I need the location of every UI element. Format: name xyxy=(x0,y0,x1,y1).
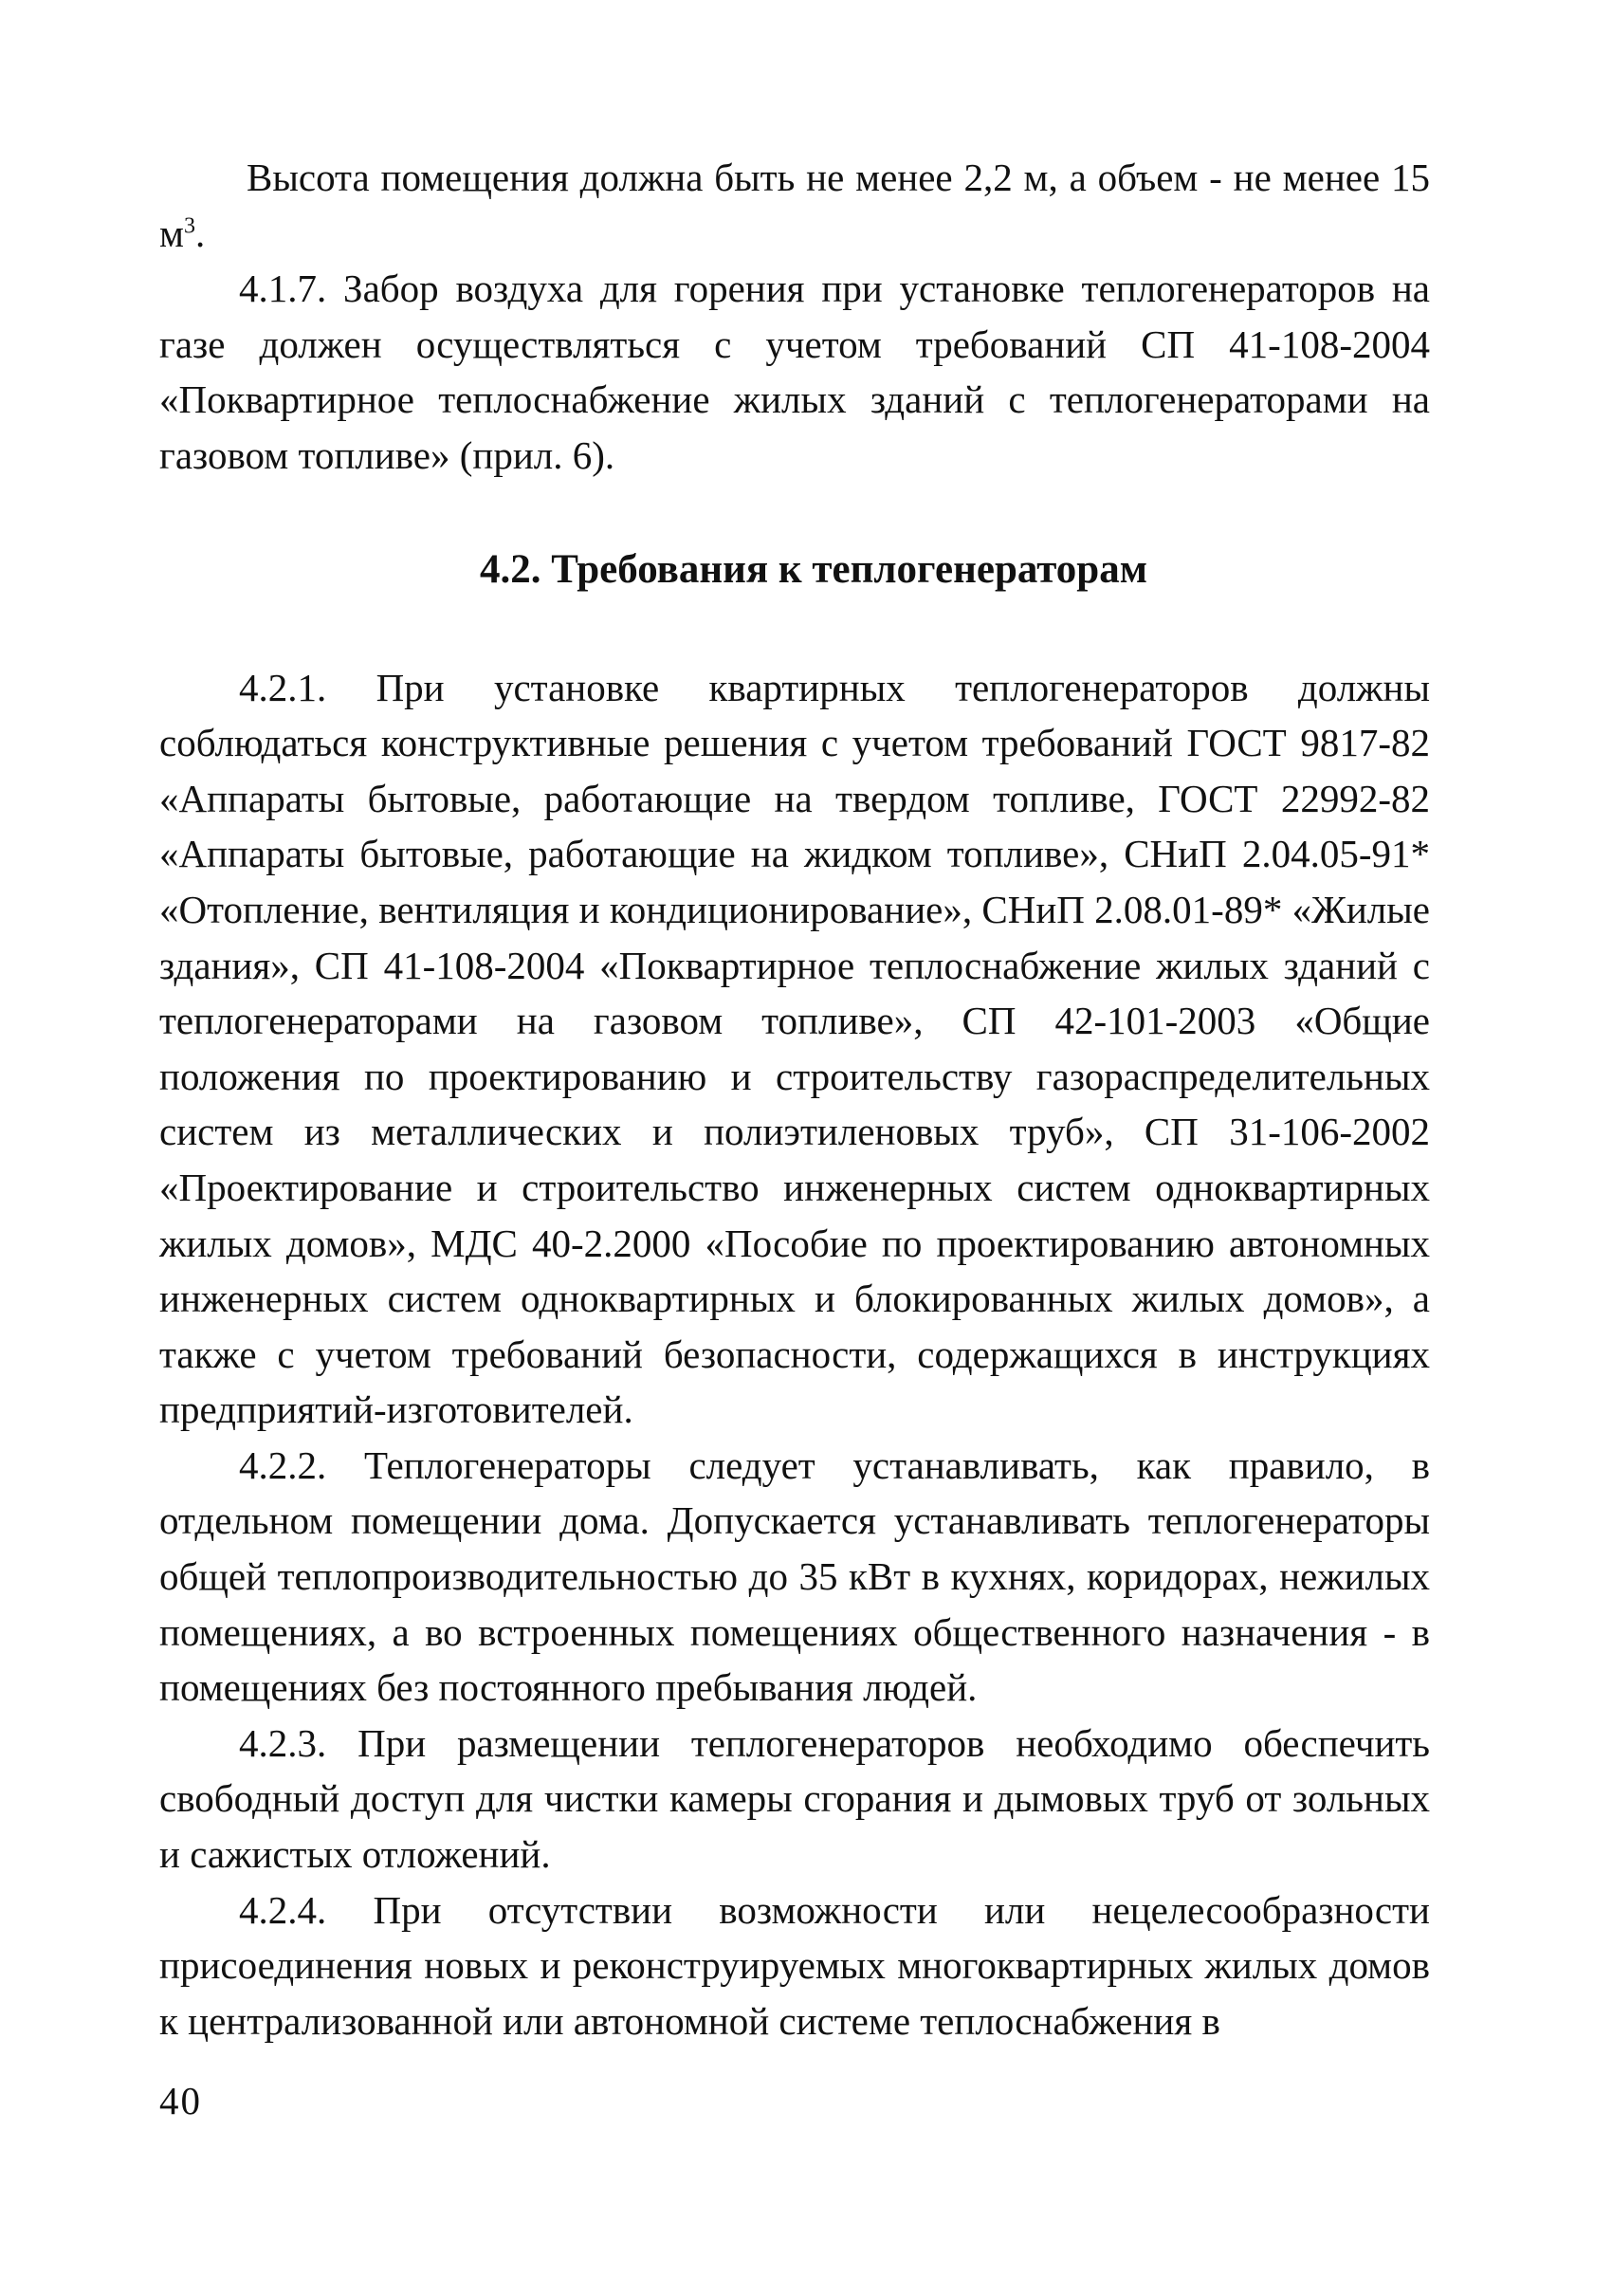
paragraph-4-2-2: 4.2.2. Теплогенераторы следует устанавливать, как правило, в отдельном помещении дома. Допускается устанавливать теплогенераторы общей теплопроизводительностью до 35 кВт в кухнях, коридорах, нежилых помещениях, а во встроенных помещениях общественного назначения - в помещениях без постоянного пребывания людей. xyxy=(159,1442,1430,1710)
intro-text: Высота помещения должна быть не менее 2,2 м, а объем - не менее 15 м xyxy=(159,156,1430,255)
paragraph-intro xyxy=(159,150,1430,261)
text-column xyxy=(159,150,1430,2048)
paragraph-4-2-1: 4.2.1. При установке квартирных теплогенераторов должны соблюдаться конструктивные решения с учетом требований ГОСТ 9817-82 «Аппараты бытовые, работающие на твердом топливе, ГОСТ 22992-82 «Аппараты бытовые, работающие на жидком топливе», СНиП 2.04.05-91* «Отопление, вентиляция и кондиционирование», СНиП 2.08.01-89* «Жилые здания», СП 41-108-2004 «Поквартирное теплоснабжение жилых зданий с теплогенераторами на газовом топливе», СП 42-101-2003 «Общие положения по проектированию и строительству газораспределительных систем из металлических и полиэтиленовых труб», СП 31-106-2002 «Проектирование и строительство инженерных систем одноквартирных жилых домов», МДС 40-2.2000 «Пособие по проектированию автономных инженерных систем одноквартирных и блокированных жилых домов», а также с учетом требований безопасности, содержащихся в инструкциях предприятий-изготовителей. xyxy=(159,665,1430,1432)
paragraph-4-2-3: 4.2.3. При размещении теплогенераторов необходимо обеспечить свободный доступ для чистки камеры сгорания и дымовых труб от зольных и сажистых отложений. xyxy=(159,1720,1430,1877)
intro-tail: . xyxy=(194,211,206,255)
paragraph-4-1-7: 4.1.7. Забор воздуха для горения при установке теплогенераторов на газе должен осуществляться с учетом требований СП 41-108-2004 «Поквартирное теплоснабжение жилых зданий с теплогенераторами на газовом топливе» (прил. 6). xyxy=(159,266,1430,477)
paragraph-4-2-4: 4.2.4. При отсутствии возможности или нецелесообразности присоединения новых и реконструируемых многоквартирных жилых домов к централизованной или автономной системе теплоснабжения в xyxy=(159,1887,1430,2043)
superscript-cubic: 3 xyxy=(183,212,195,238)
page-number: 40 xyxy=(159,2079,202,2122)
section-heading-4-2: 4.2. Требования к теплогенераторам xyxy=(479,546,1148,592)
